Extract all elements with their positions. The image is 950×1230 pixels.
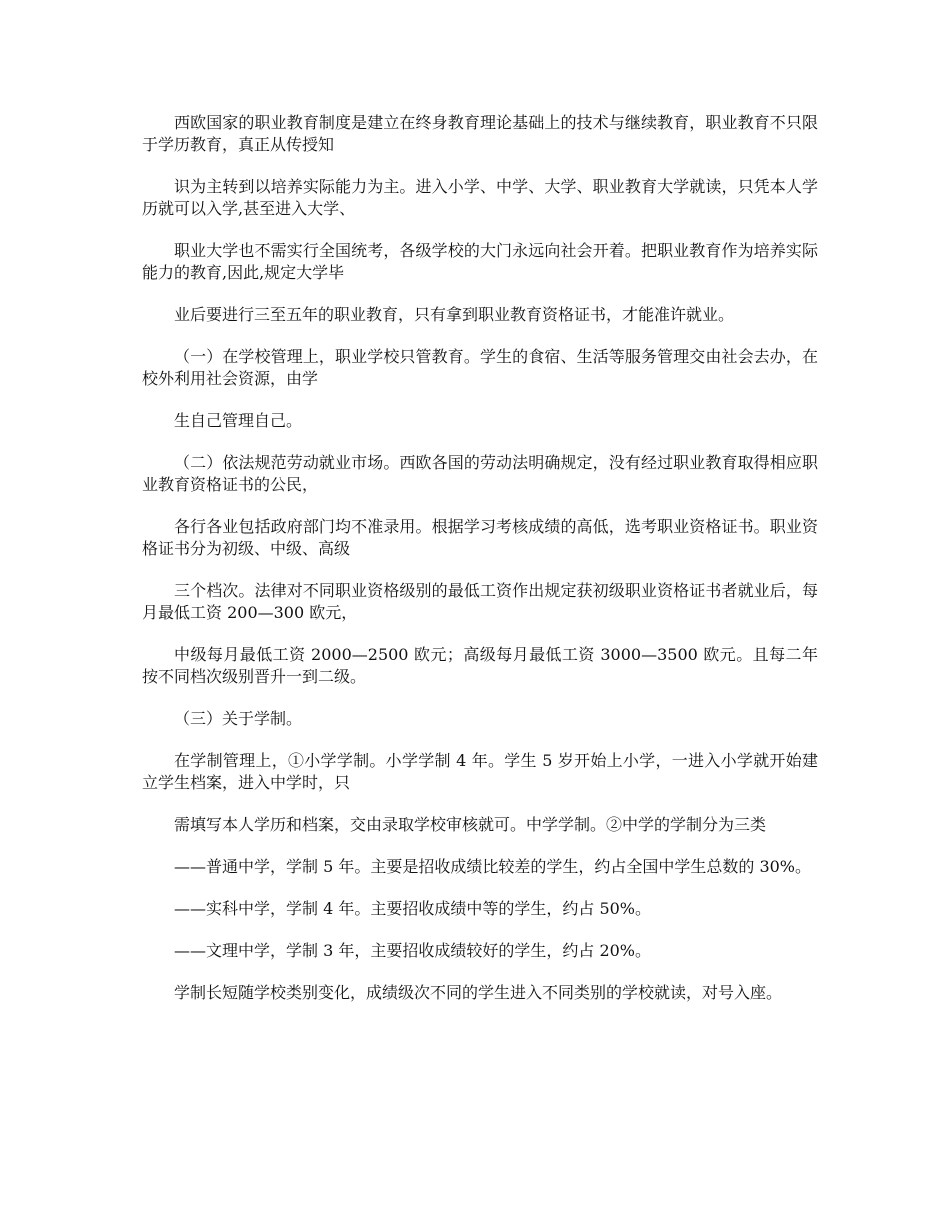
paragraph: 三个档次。法律对不同职业资格级别的最低工资作出规定获初级职业资格证书者就业后，每月最低工资 200—300 欧元， [142, 581, 818, 622]
paragraph: 业后要进行三至五年的职业教育，只有拿到职业教育资格证书，才能准许就业。 [174, 305, 735, 324]
paragraph: 西欧国家的职业教育制度是建立在终身教育理论基础上的技术与继续教育，职业教育不只限于学历教育，真正从传授知 [142, 113, 818, 154]
paragraph: 各行各业包括政府部门均不准录用。根据学习考核成绩的高低，选考职业资格证书。职业资格证书分为初级、中级、高级 [142, 517, 818, 558]
paragraph: （三）关于学制。 [174, 709, 303, 728]
paragraph: （一）在学校管理上，职业学校只管教育。学生的食宿、生活等服务管理交由社会去办，在校外利用社会资源，由学 [142, 347, 818, 388]
paragraph: （二）依法规范劳动就业市场。西欧各国的劳动法明确规定，没有经过职业教育取得相应职业教育资格证书的公民， [142, 453, 818, 494]
paragraph: ——文理中学，学制 3 年，主要招收成绩较好的学生，约占 20%。 [174, 941, 652, 960]
paragraph: 职业大学也不需实行全国统考，各级学校的大门永远向社会开着。把职业教育作为培养实际能力的教育,因此,规定大学毕 [142, 241, 818, 282]
paragraph: 在学制管理上，①小学学制。小学学制 4 年。学生 5 岁开始上小学，一进入小学就开始建立学生档案，进入中学时，只 [142, 751, 818, 792]
paragraph: 生自己管理自己。 [174, 411, 303, 430]
paragraph: ——实科中学，学制 4 年。主要招收成绩中等的学生，约占 50%。 [174, 899, 652, 918]
paragraph: 需填写本人学历和档案，交由录取学校审核就可。中学学制。②中学的学制分为三类 [174, 815, 767, 834]
document-body [142, 112, 818, 1024]
paragraph: 学制长短随学校类别变化，成绩级次不同的学生进入不同类别的学校就读，对号入座。 [174, 983, 783, 1002]
paragraph: 识为主转到以培养实际能力为主。进入小学、中学、大学、职业教育大学就读，只凭本人学历就可以入学,甚至进入大学、 [142, 177, 818, 218]
paragraph: 中级每月最低工资 2000—2500 欧元；高级每月最低工资 3000—3500 欧元。且每二年按不同档次级别晋升一到二级。 [142, 645, 818, 686]
paragraph: ——普通中学，学制 5 年。主要是招收成绩比较差的学生，约占全国中学生总数的 30%。 [174, 857, 812, 876]
